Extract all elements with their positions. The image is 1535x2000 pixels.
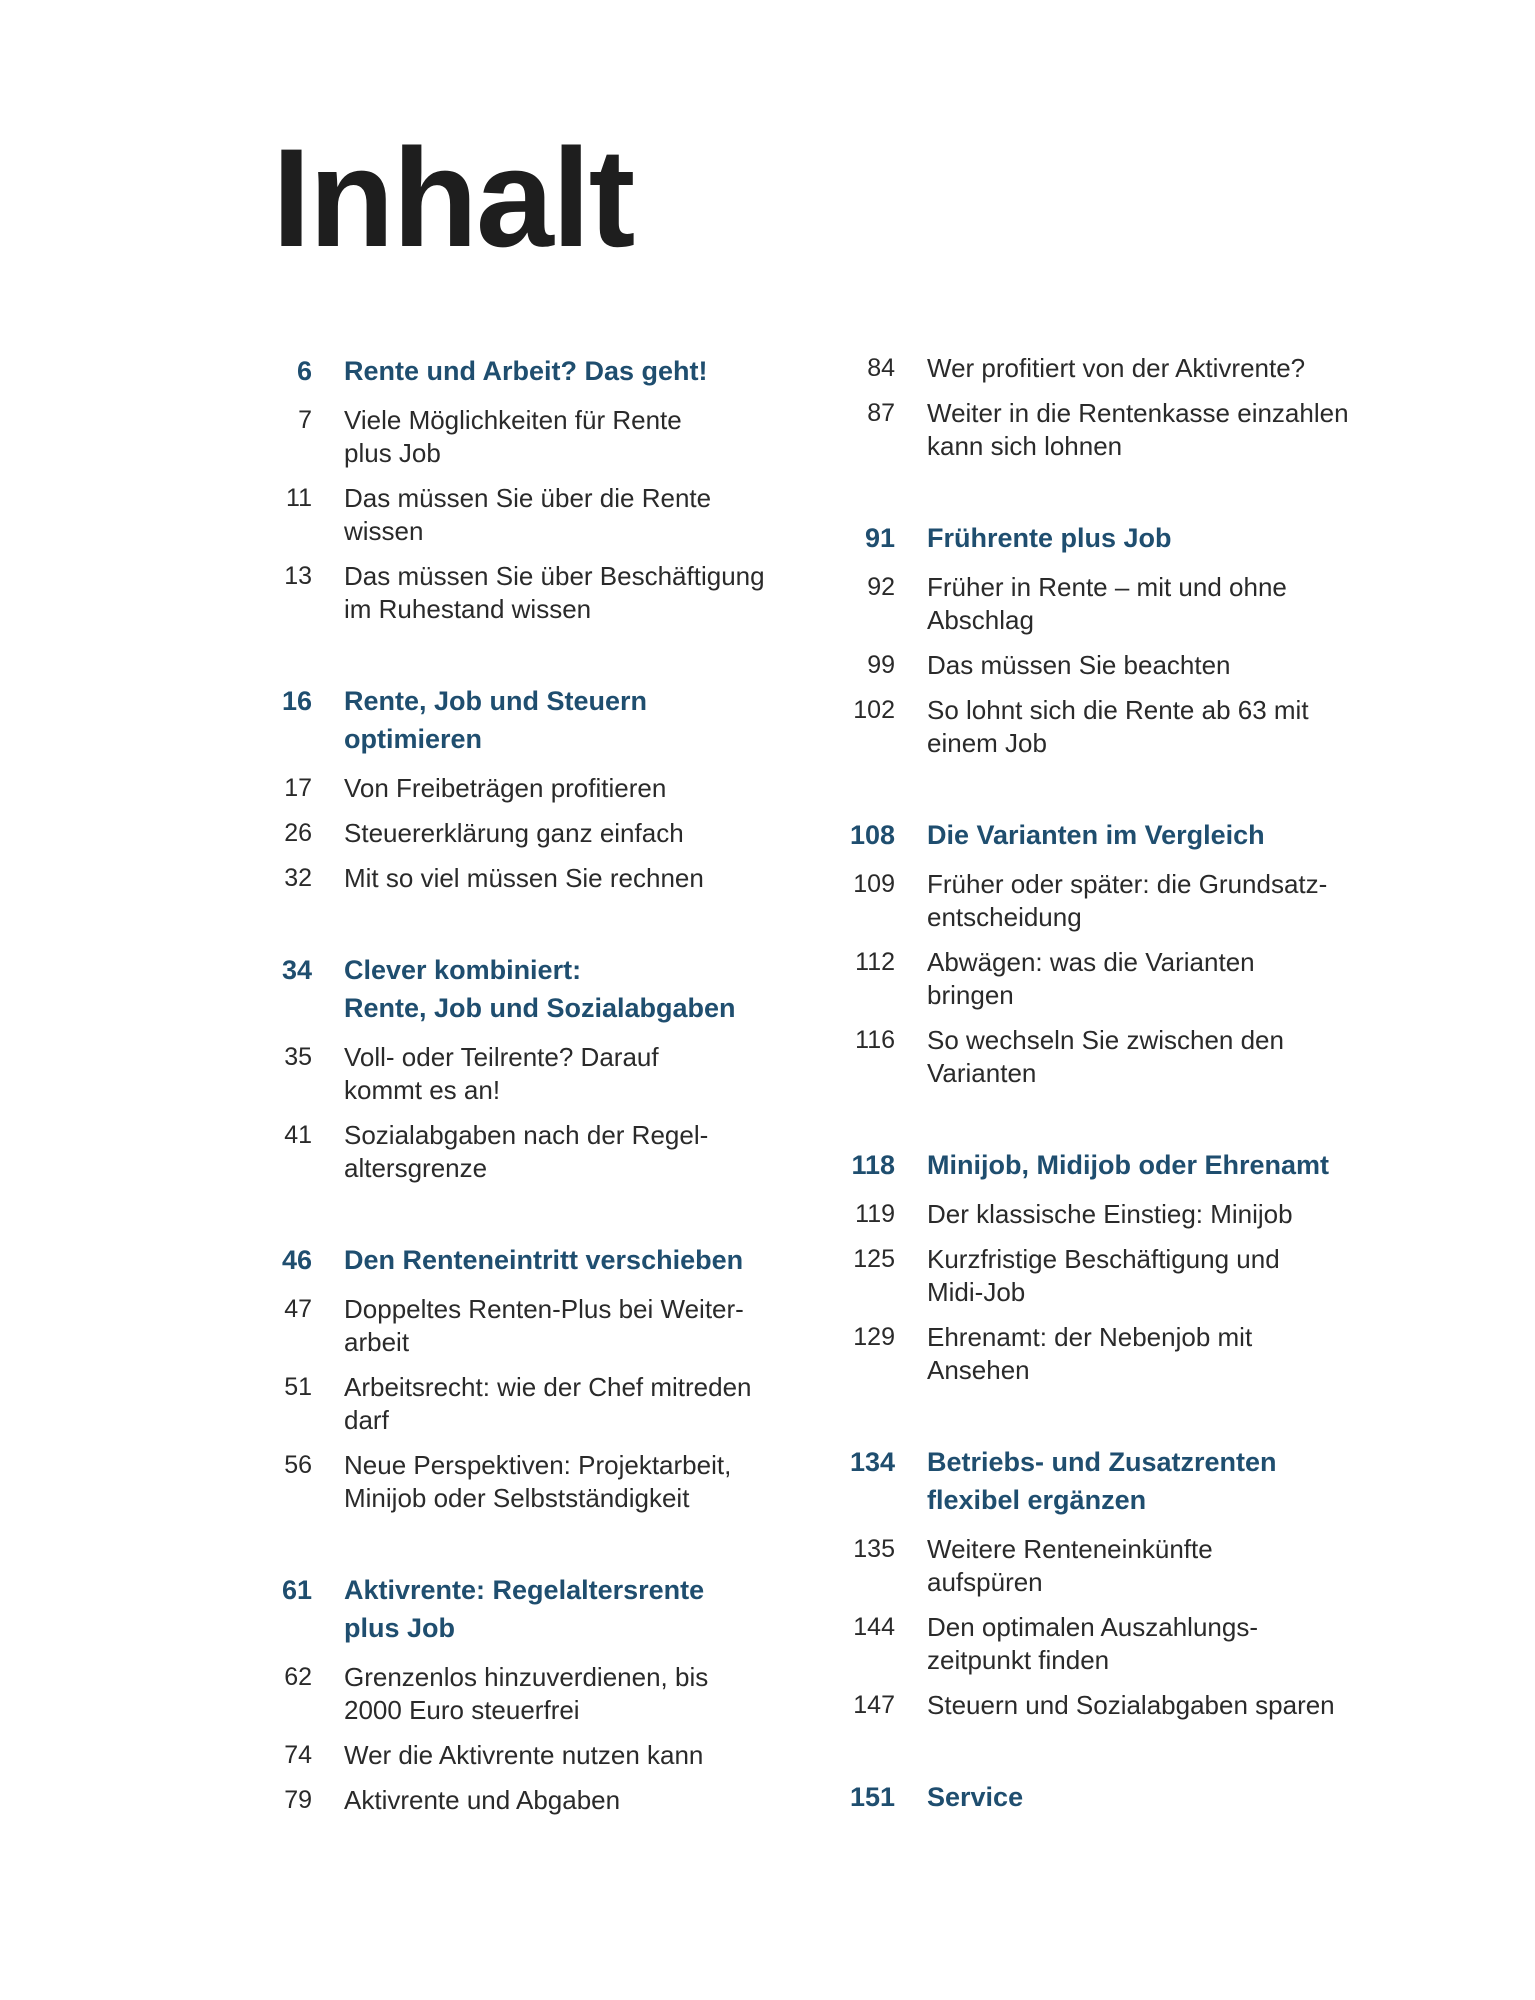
toc-entry-title [344, 1241, 822, 1279]
toc-entry[interactable] [262, 404, 822, 470]
toc-entry-title-line: optimieren [344, 724, 483, 754]
toc-entry-title-line: Weiter in die Rentenkasse einzahlen [927, 398, 1349, 428]
toc-entry[interactable] [845, 868, 1405, 934]
toc-chapter [262, 1571, 822, 1817]
toc-entry-title [344, 560, 822, 626]
toc-entry-title-line: Midi-Job [927, 1277, 1026, 1307]
toc-entry[interactable] [262, 1293, 822, 1359]
toc-chapter [845, 1146, 1405, 1387]
toc-entry-title-line: kann sich lohnen [927, 431, 1123, 461]
toc-chapter-heading[interactable] [262, 352, 822, 390]
toc-entry-title-line: 2000 Euro steuerfrei [344, 1695, 580, 1725]
toc-page-number: 79 [284, 1786, 312, 1814]
toc-entry-title-line: kommt es an! [344, 1075, 501, 1105]
toc-entry-title-line: Frührente plus Job [927, 523, 1172, 553]
toc-page-number: 135 [853, 1535, 895, 1563]
toc-chapter [845, 1778, 1405, 1816]
toc-page-number: 87 [867, 399, 895, 427]
toc-entry-title-line: plus Job [344, 438, 441, 468]
toc-page-number: 16 [281, 686, 312, 716]
toc-entry-title [927, 352, 1405, 385]
toc-entry-title [927, 649, 1405, 682]
toc-entry-title-line: Minijob, Midijob oder Ehrenamt [927, 1150, 1329, 1180]
toc-entry[interactable] [262, 560, 822, 626]
toc-chapter-heading[interactable] [845, 1146, 1405, 1184]
toc-entry-title-line: aufspüren [927, 1567, 1043, 1597]
toc-page-number: 92 [867, 573, 895, 601]
toc-entry-title [927, 868, 1405, 934]
toc-page-number: 7 [298, 406, 312, 434]
toc-entry-title-line: Das müssen Sie beachten [927, 650, 1231, 680]
toc-entry-title [927, 694, 1405, 760]
toc-entry-title [927, 1198, 1405, 1231]
toc-chapter [845, 816, 1405, 1090]
toc-entry-title-line: Steuern und Sozialabgaben sparen [927, 1690, 1335, 1720]
toc-entry-title-line: Doppeltes Renten-Plus bei Weiter- [344, 1294, 744, 1324]
toc-entry[interactable] [845, 1198, 1405, 1231]
toc-entry-title-line: Mit so viel müssen Sie rechnen [344, 863, 704, 893]
toc-chapter-heading[interactable] [845, 519, 1405, 557]
toc-entry-title-line: darf [344, 1405, 389, 1435]
toc-page-number: 47 [284, 1295, 312, 1323]
toc-entry-title-line: zeitpunkt finden [927, 1645, 1110, 1675]
toc-entry-title-line: Das müssen Sie über die Rente [344, 483, 712, 513]
toc-page-number: 62 [284, 1663, 312, 1691]
toc-chapter-heading[interactable] [262, 1571, 822, 1647]
toc-chapter-heading[interactable] [845, 1778, 1405, 1816]
toc-entry-title [344, 1661, 822, 1727]
toc-page-number: 26 [284, 819, 312, 847]
toc-entry-title [927, 571, 1405, 637]
toc-entry-title [927, 1243, 1405, 1309]
toc-page-number: 13 [284, 562, 312, 590]
toc-entry-title-line: So lohnt sich die Rente ab 63 mit [927, 695, 1309, 725]
toc-entry-title-line: Varianten [927, 1058, 1037, 1088]
toc-entry[interactable] [262, 1119, 822, 1185]
toc-chapter-heading[interactable] [262, 951, 822, 1027]
toc-entry-title-line: Von Freibeträgen profitieren [344, 773, 667, 803]
toc-entry[interactable] [262, 1784, 822, 1817]
toc-page-number: 84 [867, 354, 895, 382]
toc-page-number: 119 [855, 1200, 895, 1228]
toc-entry-title [344, 482, 822, 548]
toc-page-number: 61 [281, 1575, 312, 1605]
toc-entry[interactable] [845, 1024, 1405, 1090]
toc-entry-title [927, 1443, 1405, 1519]
toc-entry-title [344, 1293, 822, 1359]
toc-chapter-heading[interactable] [845, 816, 1405, 854]
toc-entry-title-line: Steuererklärung ganz einfach [344, 818, 684, 848]
toc-entry-title-line: bringen [927, 980, 1014, 1010]
toc-entry[interactable] [845, 649, 1405, 682]
page-title: Inhalt [272, 119, 634, 276]
toc-entry-title [927, 1321, 1405, 1387]
toc-chapter [262, 1241, 822, 1515]
toc-entry-title-line: wissen [344, 516, 424, 546]
toc-entry-title-line: Ansehen [927, 1355, 1030, 1385]
toc-entry-title-line: arbeit [344, 1327, 410, 1357]
toc-entry-title-line: Grenzenlos hinzuverdienen, bis [344, 1662, 709, 1692]
toc-entry-title [927, 1146, 1405, 1184]
toc-entry-title-line: Abwägen: was die Varianten [927, 947, 1255, 977]
toc-entry-title-line: Den optimalen Auszahlungs- [927, 1612, 1258, 1642]
toc-entry[interactable] [262, 817, 822, 850]
toc-entry-title [344, 1449, 822, 1515]
toc-entry-title-line: Viele Möglichkeiten für Rente [344, 405, 682, 435]
toc-entry[interactable] [262, 772, 822, 805]
toc-entry[interactable] [845, 1611, 1405, 1677]
toc-entry-title-line: Service [927, 1782, 1024, 1812]
toc-entry-title [344, 772, 822, 805]
toc-chapter [845, 519, 1405, 760]
toc-entry-title-line: flexibel ergänzen [927, 1485, 1147, 1515]
toc-entry-title-line: Abschlag [927, 605, 1034, 635]
toc-page-number: 35 [284, 1043, 312, 1071]
toc-page-number: 116 [855, 1026, 895, 1054]
toc-entry[interactable] [262, 1371, 822, 1437]
toc-page-number: 102 [853, 696, 895, 724]
toc-page-number: 118 [851, 1150, 895, 1180]
toc-entry-title [344, 1739, 822, 1772]
toc-entry-title-line: Den Renteneintritt verschieben [344, 1245, 744, 1275]
toc-entry-title-line: Das müssen Sie über Beschäftigung [344, 561, 765, 591]
toc-entry-title-line: plus Job [344, 1613, 456, 1643]
toc-entry-title-line: Früher oder später: die Grundsatz- [927, 869, 1328, 899]
toc-entry[interactable] [845, 397, 1405, 463]
toc-page-number: 11 [286, 484, 312, 512]
toc-chapter [845, 1443, 1405, 1722]
toc-entry-title-line: Wer profitiert von der Aktivrente? [927, 353, 1306, 383]
toc-entry-title-line: Clever kombiniert: [344, 955, 582, 985]
toc-entry-title-line: So wechseln Sie zwischen den [927, 1025, 1284, 1055]
toc-entry-title [344, 1371, 822, 1437]
toc-page-number: 112 [855, 948, 895, 976]
toc-chapter-heading[interactable] [845, 1443, 1405, 1519]
toc-entry-title [927, 1533, 1405, 1599]
toc-entry-title [927, 946, 1405, 1012]
toc-entry-title-line: Neue Perspektiven: Projektarbeit, [344, 1450, 732, 1480]
toc-entry-title-line: einem Job [927, 728, 1047, 758]
toc-entry-title [927, 397, 1405, 463]
toc-entry[interactable] [845, 571, 1405, 637]
toc-page-number: 125 [853, 1245, 895, 1273]
toc-entry[interactable] [262, 1739, 822, 1772]
toc-entry[interactable] [845, 1533, 1405, 1599]
toc-entry-title [344, 1571, 822, 1647]
toc-page-number: 56 [284, 1451, 312, 1479]
toc-page-number: 151 [849, 1782, 895, 1812]
toc-entry[interactable] [845, 1321, 1405, 1387]
toc-entry[interactable] [845, 352, 1405, 385]
toc-chapter [262, 352, 822, 626]
toc-entry[interactable] [845, 1243, 1405, 1309]
toc-entry[interactable] [262, 482, 822, 548]
toc-entry[interactable] [262, 1041, 822, 1107]
toc-entry-title [927, 1778, 1405, 1816]
toc-entry-title-line: im Ruhestand wissen [344, 594, 592, 624]
toc-page-number: 51 [284, 1373, 312, 1401]
toc-entry-title [344, 1784, 822, 1817]
toc-entry[interactable] [262, 862, 822, 895]
toc-entry-title [344, 352, 822, 390]
toc-entry-title-line: Aktivrente: Regelaltersrente [344, 1575, 705, 1605]
toc-entry-title [927, 1611, 1405, 1677]
toc-entry-title-line: Der klassische Einstieg: Minijob [927, 1199, 1293, 1229]
toc-entry-title [344, 682, 822, 758]
toc-entry-title-line: Sozialabgaben nach der Regel- [344, 1120, 709, 1150]
toc-page-number: 17 [284, 774, 312, 802]
toc-page-number: 6 [296, 356, 312, 386]
toc-chapter-heading[interactable] [262, 1241, 822, 1279]
toc-entry-title [927, 1024, 1405, 1090]
toc-entry-title [927, 1689, 1405, 1722]
toc-column-left [262, 352, 822, 1873]
toc-entry-title-line: Arbeitsrecht: wie der Chef mitreden [344, 1372, 752, 1402]
toc-entry-title-line: Ehrenamt: der Nebenjob mit [927, 1322, 1253, 1352]
toc-entry[interactable] [845, 946, 1405, 1012]
toc-entry-title [344, 951, 822, 1027]
toc-page-number: 147 [853, 1691, 895, 1719]
toc-entry-title [344, 1119, 822, 1185]
toc-page-number: 41 [284, 1121, 312, 1149]
toc-entry[interactable] [845, 1689, 1405, 1722]
toc-entry-title [344, 817, 822, 850]
toc-entry-title-line: Minijob oder Selbstständigkeit [344, 1483, 690, 1513]
toc-entry-title-line: Voll- oder Teilrente? Darauf [344, 1042, 659, 1072]
toc-entry[interactable] [262, 1449, 822, 1515]
toc-entry-title [927, 816, 1405, 854]
toc-entry[interactable] [262, 1661, 822, 1727]
toc-chapter [845, 352, 1405, 463]
toc-page-number: 34 [281, 955, 312, 985]
toc-entry-title-line: Weitere Renteneinkünfte [927, 1534, 1213, 1564]
toc-page-number: 91 [864, 523, 895, 553]
toc-chapter [262, 951, 822, 1185]
toc-entry-title [344, 1041, 822, 1107]
toc-entry-title-line: Früher in Rente – mit und ohne [927, 572, 1287, 602]
toc-page-number: 144 [853, 1613, 895, 1641]
toc-page-number: 99 [867, 651, 895, 679]
toc-entry-title-line: Rente, Job und Steuern [344, 686, 648, 716]
toc-entry-title-line: entscheidung [927, 902, 1082, 932]
toc-entry-title-line: Die Varianten im Vergleich [927, 820, 1265, 850]
toc-entry-title [927, 519, 1405, 557]
toc-page-number: 46 [281, 1245, 312, 1275]
toc-column-right [845, 352, 1405, 1872]
toc-entry-title-line: Kurzfristige Beschäftigung und [927, 1244, 1280, 1274]
toc-entry-title [344, 862, 822, 895]
toc-page-number: 32 [284, 864, 312, 892]
toc-page-number: 108 [849, 820, 895, 850]
toc-entry-title-line: Wer die Aktivrente nutzen kann [344, 1740, 704, 1770]
toc-chapter-heading[interactable] [262, 682, 822, 758]
toc-entry-title [344, 404, 822, 470]
toc-entry-title-line: Rente, Job und Sozialabgaben [344, 993, 736, 1023]
toc-entry[interactable] [845, 694, 1405, 760]
toc-entry-title-line: Aktivrente und Abgaben [344, 1785, 621, 1815]
toc-entry-title-line: Rente und Arbeit? Das geht! [344, 356, 708, 386]
toc-page-number: 129 [853, 1323, 895, 1351]
toc-entry-title-line: altersgrenze [344, 1153, 488, 1183]
toc-page-number: 134 [849, 1447, 895, 1477]
toc-chapter [262, 682, 822, 895]
toc-page-number: 109 [853, 870, 895, 898]
toc-entry-title-line: Betriebs- und Zusatzrenten [927, 1447, 1277, 1477]
toc-page-number: 74 [284, 1741, 312, 1769]
